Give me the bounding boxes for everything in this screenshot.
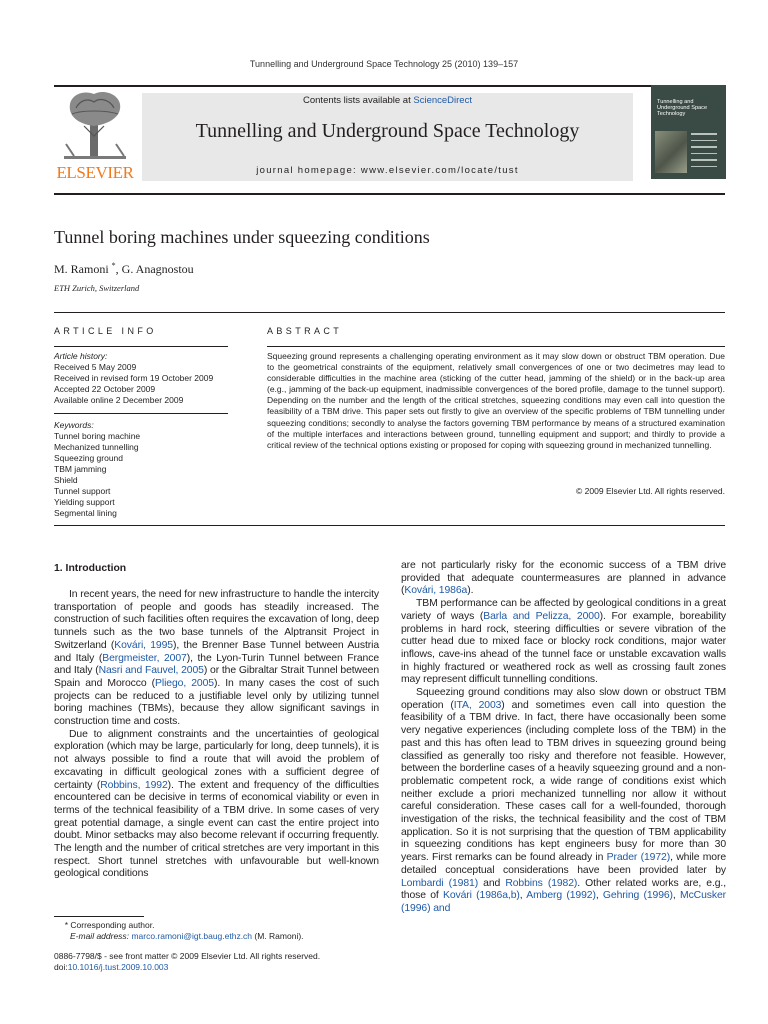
reference-link[interactable]: Lombardi (1981)	[401, 877, 479, 889]
affiliation: ETH Zurich, Switzerland	[54, 283, 140, 293]
abstract-copyright: © 2009 Elsevier Ltd. All rights reserved.	[576, 486, 725, 496]
paragraph: Due to alignment constraints and the uncertainties of geological exploration (which may be large, particularly for long, deep tunnels), it is not always possible to find a route that will avoid the problem of excavating in difficult geological zones with a sufficient degree of certainty (Robbins, 1992). The extent and frequency of the difficulties encountered can be decisive in terms of economical viability or even in terms of the technical feasibility of a TBM drive. In some cases of very great potential damage, a single event can cast the entire project into doubt. Minor setbacks may also become relevant if occurring frequently. The length and the number of critical stretches are very important in this respect. Short tunnel stretches with unfavourable but well-known geological conditions	[54, 728, 379, 880]
journal-title: Tunnelling and Underground Space Technology	[195, 120, 580, 142]
paragraph: Squeezing ground conditions may also slow down or obstruct TBM operation (ITA, 2003) and sometimes even call into question the feasibility of a TBM drive. In fact, there have occasionally been some very negative experiences (including complete loss of the TBM) in the past and this has often lead to TBM drives in squeezing ground being classified as generally too risky and therefore not feasible. However, between the borderline cases of a heavily squeezing ground and a non-problematic competent rock, a wide range of conditions exist which neither exclude a priori mechanized tunnelling nor allow it without careful consideration. These cases call for a well-founded, thorough investigation of the risks, the technical feasibility and the cost of TBM application. So it is not surprising that the question of TBM applicability in squeezing conditions has kept engineers busy for more than 30 years. First remarks can be found already in Prader (1972), while more detailed conceptual considerations have been provided later by Lombardi (1981) and Robbins (1982). Other related works are, e.g., those of Kovári (1986a,b), Amberg (1992), Gehring (1996), McCusker (1996) and	[401, 687, 727, 914]
keywords-rule	[54, 413, 228, 414]
reference-link[interactable]: Robbins (1982)	[505, 877, 578, 889]
reference-link[interactable]: Kovári (1986a,b)	[443, 890, 520, 902]
reference-link[interactable]: Barla and Pelizza, 2000	[483, 610, 600, 622]
section-rule	[54, 525, 725, 526]
article-info-heading: ARTICLE INFO	[54, 326, 157, 336]
cover-title: Tunnelling and Underground Space Technology	[657, 99, 708, 117]
abstract-heading: ABSTRACT	[267, 326, 343, 336]
footnote-rule	[54, 916, 144, 917]
history-label: Article history:	[54, 351, 108, 361]
reference-link[interactable]: Gehring (1996)	[602, 890, 673, 902]
email-line: E-mail address: marco.ramoni@igt.baug.ethz.ch (M. Ramoni).	[70, 931, 304, 941]
history-item: Available online 2 December 2009	[54, 395, 184, 405]
keyword: Yielding support	[54, 497, 115, 507]
journal-homepage[interactable]: journal homepage: www.elsevier.com/locate/tust	[256, 165, 519, 176]
keyword: Shield	[54, 475, 78, 485]
reference-link[interactable]: Kovári, 1986a	[404, 585, 468, 597]
reference-link[interactable]: Robbins, 1992	[100, 779, 168, 791]
contents-line	[142, 95, 633, 106]
abstract-text: Squeezing ground represents a challenging operating environment as it may slow down or obstruct TBM operation. Due to the geometrical constraints of the equipment, relatively small convergences of one or two decimetres may lead to considerable difficulties in the machine area (sticking of the cutter head, jamming of the shield) or in the back-up area (e.g., jamming of the back-up equipment, inadmissible convergences of the bored profile, damage to the tunnel support). Depending on the number and the length of the critical stretches, squeezing conditions may even call into question the feasibility of a TBM drive. This paper sets out firstly to give an overview of the specific problems of TBM tunnelling under squeezing conditions; secondly to analyse the factors governing TBM performance by means of a structured examination of the multiple interfaces and interactions between ground, tunnelling equipment and support; and thirdly to provide a critical review of the technical options existing or proposed for coping with squeezing ground in mechanized tunnelling.	[267, 351, 725, 450]
footnote-mark: *	[64, 920, 68, 930]
keywords-label: Keywords:	[54, 420, 94, 430]
reference-link[interactable]: ITA, 2003	[453, 699, 502, 711]
keyword: Segmental lining	[54, 508, 117, 518]
keyword: Tunnel support	[54, 486, 111, 496]
author-name[interactable]: , G. Anagnostou	[115, 262, 194, 276]
keyword: TBM jamming	[54, 464, 107, 474]
issn-line: 0886-7798/$ - see front matter © 2009 Elsevier Ltd. All rights reserved.	[54, 951, 321, 961]
email-link[interactable]: marco.ramoni@igt.baug.ethz.ch	[131, 931, 253, 941]
reference-link[interactable]: McCusker (1996) and	[401, 890, 726, 914]
corresponding-author-note: * Corresponding author.	[54, 920, 379, 931]
reference-link[interactable]: Pliego, 2005	[155, 677, 214, 689]
article-history	[54, 351, 228, 406]
keyword: Squeezing ground	[54, 453, 124, 463]
history-item: Accepted 22 October 2009	[54, 384, 156, 394]
reference-link[interactable]: Prader (1972)	[606, 852, 671, 864]
header-top-rule	[54, 85, 725, 87]
author-list	[54, 261, 194, 277]
header-bottom-rule	[54, 193, 725, 195]
keyword: Mechanized tunnelling	[54, 442, 139, 452]
reference-link[interactable]: Bergmeister, 2007	[102, 652, 187, 664]
footnote	[54, 920, 379, 942]
corresponding-mark[interactable]: *	[111, 261, 116, 270]
reference-link[interactable]: Nasri and Fauvel, 2005	[98, 665, 204, 677]
reference-link[interactable]: Amberg (1992)	[526, 890, 596, 902]
paragraph: In recent years, the need for new infrastructure to handle the intercity transportation of people and goods has steadily increased. The construction of such facilities often requires the excavation of long, deep tunnels such as the two base tunnels of the Alptransit Project in Switzerland (Kovári, 1995), the Brenner Base Tunnel between Austria and Italy (Bergmeister, 2007), the Lyon-Turin Tunnel between France and Italy (Nasri and Fauvel, 2005) or the Gibraltar Strait Tunnel between Spain and Morocco (Pliego, 2005). In many cases the cost of such projects can be reduced to a justifiable level only by utilizing tunnel boring machines (TBMs), because they allow significant savings in construction time and costs.	[54, 589, 380, 728]
reference-link[interactable]: Kovári, 1995	[114, 639, 173, 651]
doi-line: doi:10.1016/j.tust.2009.10.003	[54, 962, 169, 972]
abstract-rule	[267, 346, 725, 347]
article-info-rule	[54, 346, 228, 347]
history-item: Received in revised form 19 October 2009	[54, 373, 214, 383]
front-matter	[54, 951, 379, 973]
body-left-column	[54, 589, 379, 881]
sciencedirect-link[interactable]: ScienceDirect	[413, 95, 472, 106]
author-name[interactable]: M. Ramoni	[54, 262, 109, 276]
journal-cover	[651, 85, 726, 179]
cover-image	[655, 131, 687, 173]
contents-prefix: Contents lists available at	[303, 95, 414, 106]
paragraph: TBM performance can be affected by geological conditions in a great variety of ways (Barla and Pelizza, 2000). For example, boreability problems in hard rock, steering difficulties or severe vibration of the cutter head due to mixed face or blocky rock conditions, major water inflows, cave-ins ahead of the tunnel face or unstable excavation walls in highly fractured or weathered rock as well as crossing fault zones may represent difficult tunnelling conditions.	[401, 598, 726, 686]
section-rule	[54, 312, 725, 313]
paragraph: are not particularly risky for the economic success of a TBM drive provided that adequate countermeasures are planned in advance (Kovári, 1986a).	[401, 560, 726, 597]
article-title: Tunnel boring machines under squeezing conditions	[54, 227, 430, 247]
journal-citation: Tunnelling and Underground Space Technology 25 (2010) 139–157	[249, 59, 519, 69]
doi-link[interactable]: 10.1016/j.tust.2009.10.003	[67, 962, 169, 972]
keywords	[54, 420, 228, 519]
cover-contents-list	[691, 133, 723, 172]
keyword: Tunnel boring machine	[54, 431, 141, 441]
publisher-name: ELSEVIER	[56, 163, 134, 182]
section-heading: 1. Introduction	[54, 563, 127, 574]
history-item: Received 5 May 2009	[54, 362, 137, 372]
body-right-column	[401, 560, 726, 916]
